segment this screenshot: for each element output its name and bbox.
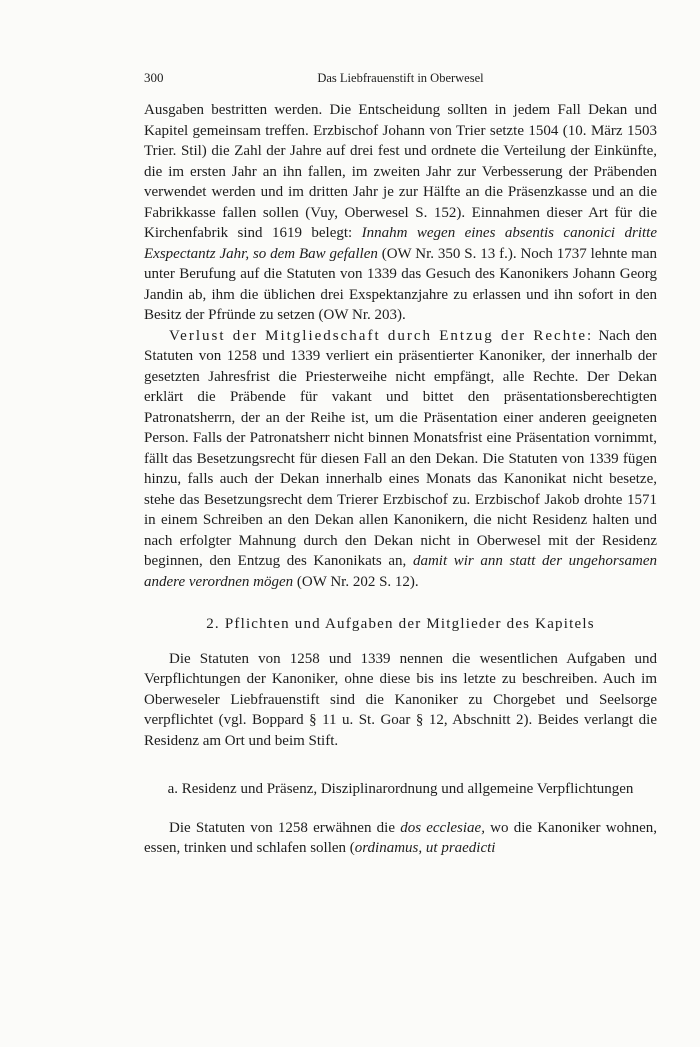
paragraph xyxy=(144,100,657,326)
paragraph-text: Die Statuten von 1258 erwähnen die xyxy=(169,819,401,836)
italic-quote: damit wir ann statt der ungehorsamen andere verordnen mögen xyxy=(144,553,657,590)
paragraph-text: (OW Nr. 202 S. 12). xyxy=(293,573,419,590)
page-header xyxy=(144,70,657,86)
paragraph-text: Nach den Statuten von 1258 und 1339 verliert ein präsentierter Kanoniker, der innerhalb der gesetzten Jahresfrist die Priesterweihe nicht empfängt, alle Rechte. Der Dekan erklärt die Präbende für vakant und bittet den präsentationsberechtigten Patronatsherrn, der an der Reihe ist, um die Präsentation einer anderen geeigneten Person. Falls der Patronatsherr nicht binnen Monatsfrist eine Präsentation vornimmt, fällt das Besetzungsrecht für diesen Fall an den Dekan. Die Statuten von 1339 fügen hinzu, falls auch der Dekan innerhalb eines Monats das Kanonikat nicht besetze, stehe das Besetzungsrecht dem Trierer Erzbischof zu. Erzbischof Jakob drohte 1571 in einem Schreiben an den Dekan allen Kanonikern, die nicht Residenz halten und nach erfolgter Mahnung durch den Dekan nicht in Oberwesel mit der Residenz beginnen, den Entzug des Kanonikats an, xyxy=(144,327,657,569)
paragraph-text: wo die Kanoniker wohnen, essen, trinken und schlafen sollen ( xyxy=(144,819,657,856)
subsection-heading: a. Residenz und Präsenz, Disziplinarordnung und allgemeine Verpflichtungen xyxy=(167,781,634,797)
running-title: Das Liebfrauenstift in Oberwesel xyxy=(317,71,484,85)
page-body xyxy=(144,100,657,859)
section-heading: 2. Pflichten und Aufgaben der Mitglieder des Kapitels xyxy=(206,616,595,632)
italic-quote: ordinamus, ut praedicti xyxy=(354,840,496,856)
paragraph xyxy=(144,326,657,593)
italic-quote: dos ecclesiae, xyxy=(400,819,485,836)
italic-quote: Innahm wegen eines absentis canonici dritte Exspectantz Jahr, so dem Baw gefallen xyxy=(144,225,657,262)
paragraph-text: Ausgaben bestritten werden. Die Entscheidung sollten in jedem Fall Dekan und Kapitel gemeinsam treffen. Erzbischof Johann von Trier setzte 1504 (10. März 1503 Trier. Stil) die Zahl der Jahre auf drei fest und ordnete die Verteilung der Einkünfte, die im ersten Jahr an ihn fallen, im zweiten Jahr zur Verbesserung der Präbenden verwendet werden und im dritten Jahr je zur Hälfte an die Präsenzkasse und an die Fabrikkasse fallen sollen (Vuy, Oberwesel S. 152). Einnahmen dieser Art für die Kirchenfabrik sind 1619 belegt: xyxy=(144,102,657,241)
page-number: 300 xyxy=(144,70,164,85)
paragraph: Die Statuten von 1258 und 1339 nennen die wesentlichen Aufgaben und Verpflichtungen der Kanoniker, ohne diese bis ins letzte zu beschreiben. Auch im Oberweseler Liebfrauenstift sind die Kanoniker zu Chorgebet und Seelsorge verpflichtet (vgl. Boppard § 11 u. St. Goar § 12, Abschnitt 2). Beides verlangt die Residenz am Ort und beim Stift. xyxy=(144,650,657,749)
paragraph-text: (OW Nr. 350 S. 13 f.). Noch 1737 lehnte man unter Berufung auf die Statuten von 1339 das Gesuch des Kanonikers Johann Georg Jandin ab, ihm die üblichen drei Exspektanzjahre zu erlassen und ihn sofort in den Besitz der Pfründe zu setzen (OW Nr. 203). xyxy=(144,245,657,323)
paragraph xyxy=(144,818,657,859)
spaced-lead-in: Verlust der Mitgliedschaft durch Entzug der Rechte: xyxy=(169,327,594,344)
